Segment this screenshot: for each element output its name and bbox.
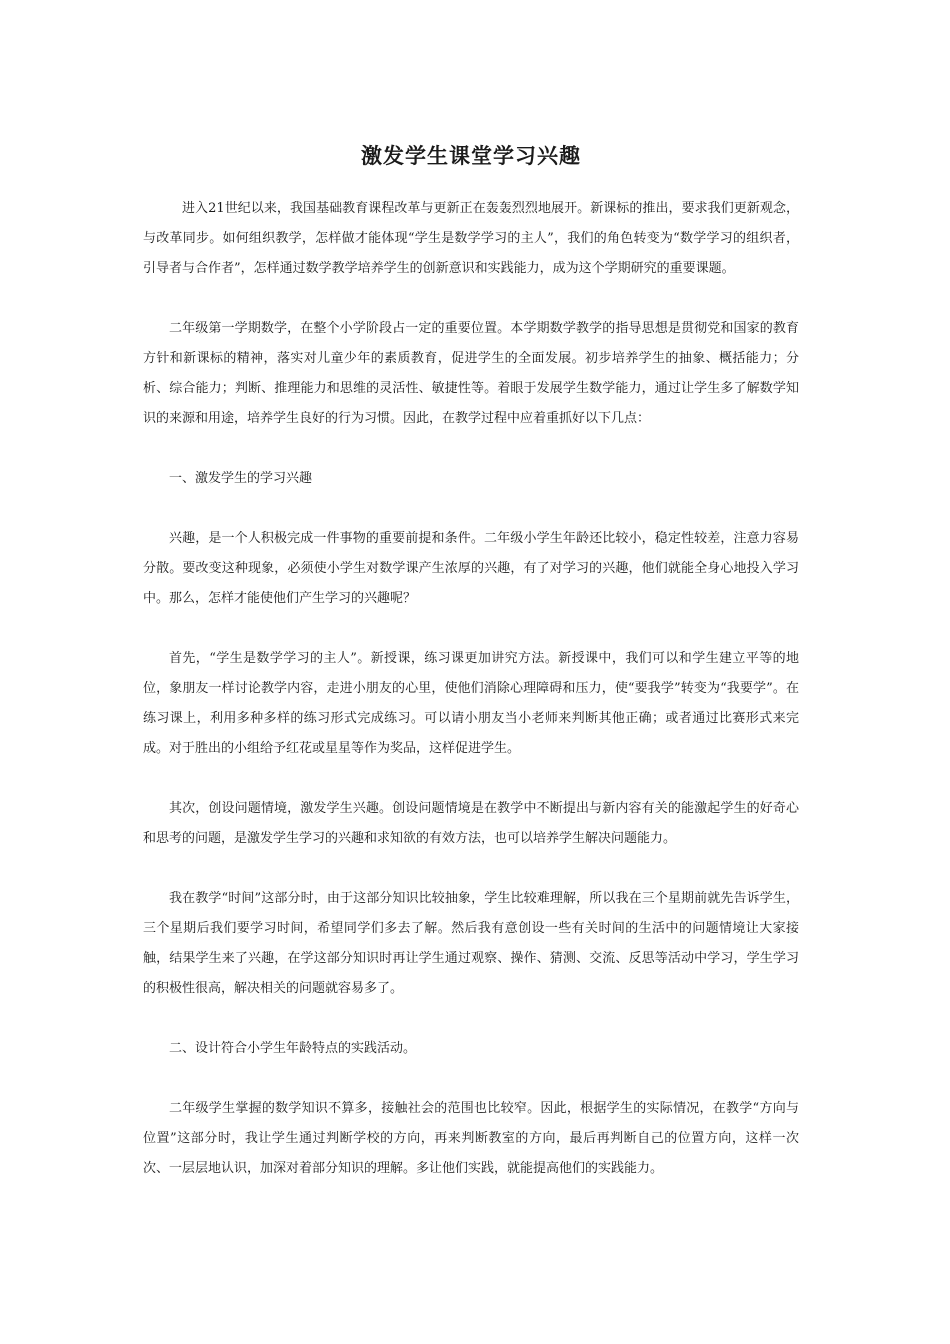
paragraph-intro: 进入21世纪以来，我国基础教育课程改革与更新正在轰轰烈烈地展开。新课标的推出，要求我们更新观念，与改革同步。如何组织教学，怎样做才能体现“学生是数学学习的主人”，我们的角色转变为“数学学习的组织者，引导者与合作者”，怎样通过数学教学培养学生的创新意识和实践能力，成为这个学期研究的重要课题。 <box>143 201 799 276</box>
paragraph-gap <box>143 854 799 884</box>
paragraph-second: 其次，创设问题情境，激发学生兴趣。创设问题情境是在教学中不断提出与新内容有关的能激起学生的好奇心和思考的问题，是激发学生学习的兴趣和求知欲的有效方法，也可以培养学生解决问题能力。 <box>143 801 799 846</box>
paragraph-gap <box>143 1064 799 1094</box>
section-heading-2: 二、设计符合小学生年龄特点的实践活动。 <box>169 1041 417 1056</box>
document-title: 激发学生课堂学习兴趣 <box>361 143 581 168</box>
paragraph-interest: 兴趣，是一个人积极完成一件事物的重要前提和条件。二年级小学生年龄还比较小，稳定性较差，注意力容易分散。要改变这种现象，必须使小学生对数学课产生浓厚的兴趣，有了对学习的兴趣，他们就能全身心地投入学习中。那么，怎样才能使他们产生学习的兴趣呢？ <box>143 531 799 606</box>
paragraph-overview: 二年级第一学期数学，在整个小学阶段占一定的重要位置。本学期数学教学的指导思想是贯彻党和国家的教育方针和新课标的精神，落实对儿童少年的素质教育，促进学生的全面发展。初步培养学生的抽象、概括能力；分析、综合能力；判断、推理能力和思维的灵活性、敏捷性等。着眼于发展学生数学能力，通过让学生多了解数学知识的来源和用途，培养学生良好的行为习惯。因此，在教学过程中应着重抓好以下几点： <box>143 321 799 426</box>
section-heading-1: 一、激发学生的学习兴趣 <box>169 471 313 486</box>
paragraph-gap <box>143 284 799 314</box>
paragraph-gap <box>143 764 799 794</box>
paragraph-gap <box>143 494 799 524</box>
paragraph-gap <box>143 434 799 464</box>
document-page <box>143 140 799 1184</box>
paragraph-gap <box>143 614 799 644</box>
paragraph-time-example: 我在教学“时间”这部分时，由于这部分知识比较抽象，学生比较难理解，所以我在三个星期前就先告诉学生，三个星期后我们要学习时间，希望同学们多去了解。然后我有意创设一些有关时间的生活中的问题情境让大家接触，结果学生来了兴趣，在学这部分知识时再让学生通过观察、操作、猜测、交流、反思等活动中学习，学生学习的积极性很高，解决相关的问题就容易多了。 <box>143 891 799 996</box>
paragraph-practice: 二年级学生掌握的数学知识不算多，接触社会的范围也比较窄。因此，根据学生的实际情况，在教学“方向与位置”这部分时，我让学生通过判断学校的方向，再来判断教室的方向，最后再判断自己的位置方向，这样一次次、一层层地认识，加深对着部分知识的理解。多让他们实践，就能提高他们的实践能力。 <box>143 1101 799 1176</box>
paragraph-gap <box>143 1004 799 1034</box>
paragraph-first: 首先，“学生是数学学习的主人”。新授课，练习课更加讲究方法。新授课中，我们可以和学生建立平等的地位，象朋友一样讨论教学内容，走进小朋友的心里，使他们消除心理障碍和压力，使“要我学”转变为“我要学”。在练习课上，利用多种多样的练习形式完成练习。可以请小朋友当小老师来判断其他正确；或者通过比赛形式来完成。对于胜出的小组给予红花或星星等作为奖品，这样促进学生。 <box>143 651 799 756</box>
